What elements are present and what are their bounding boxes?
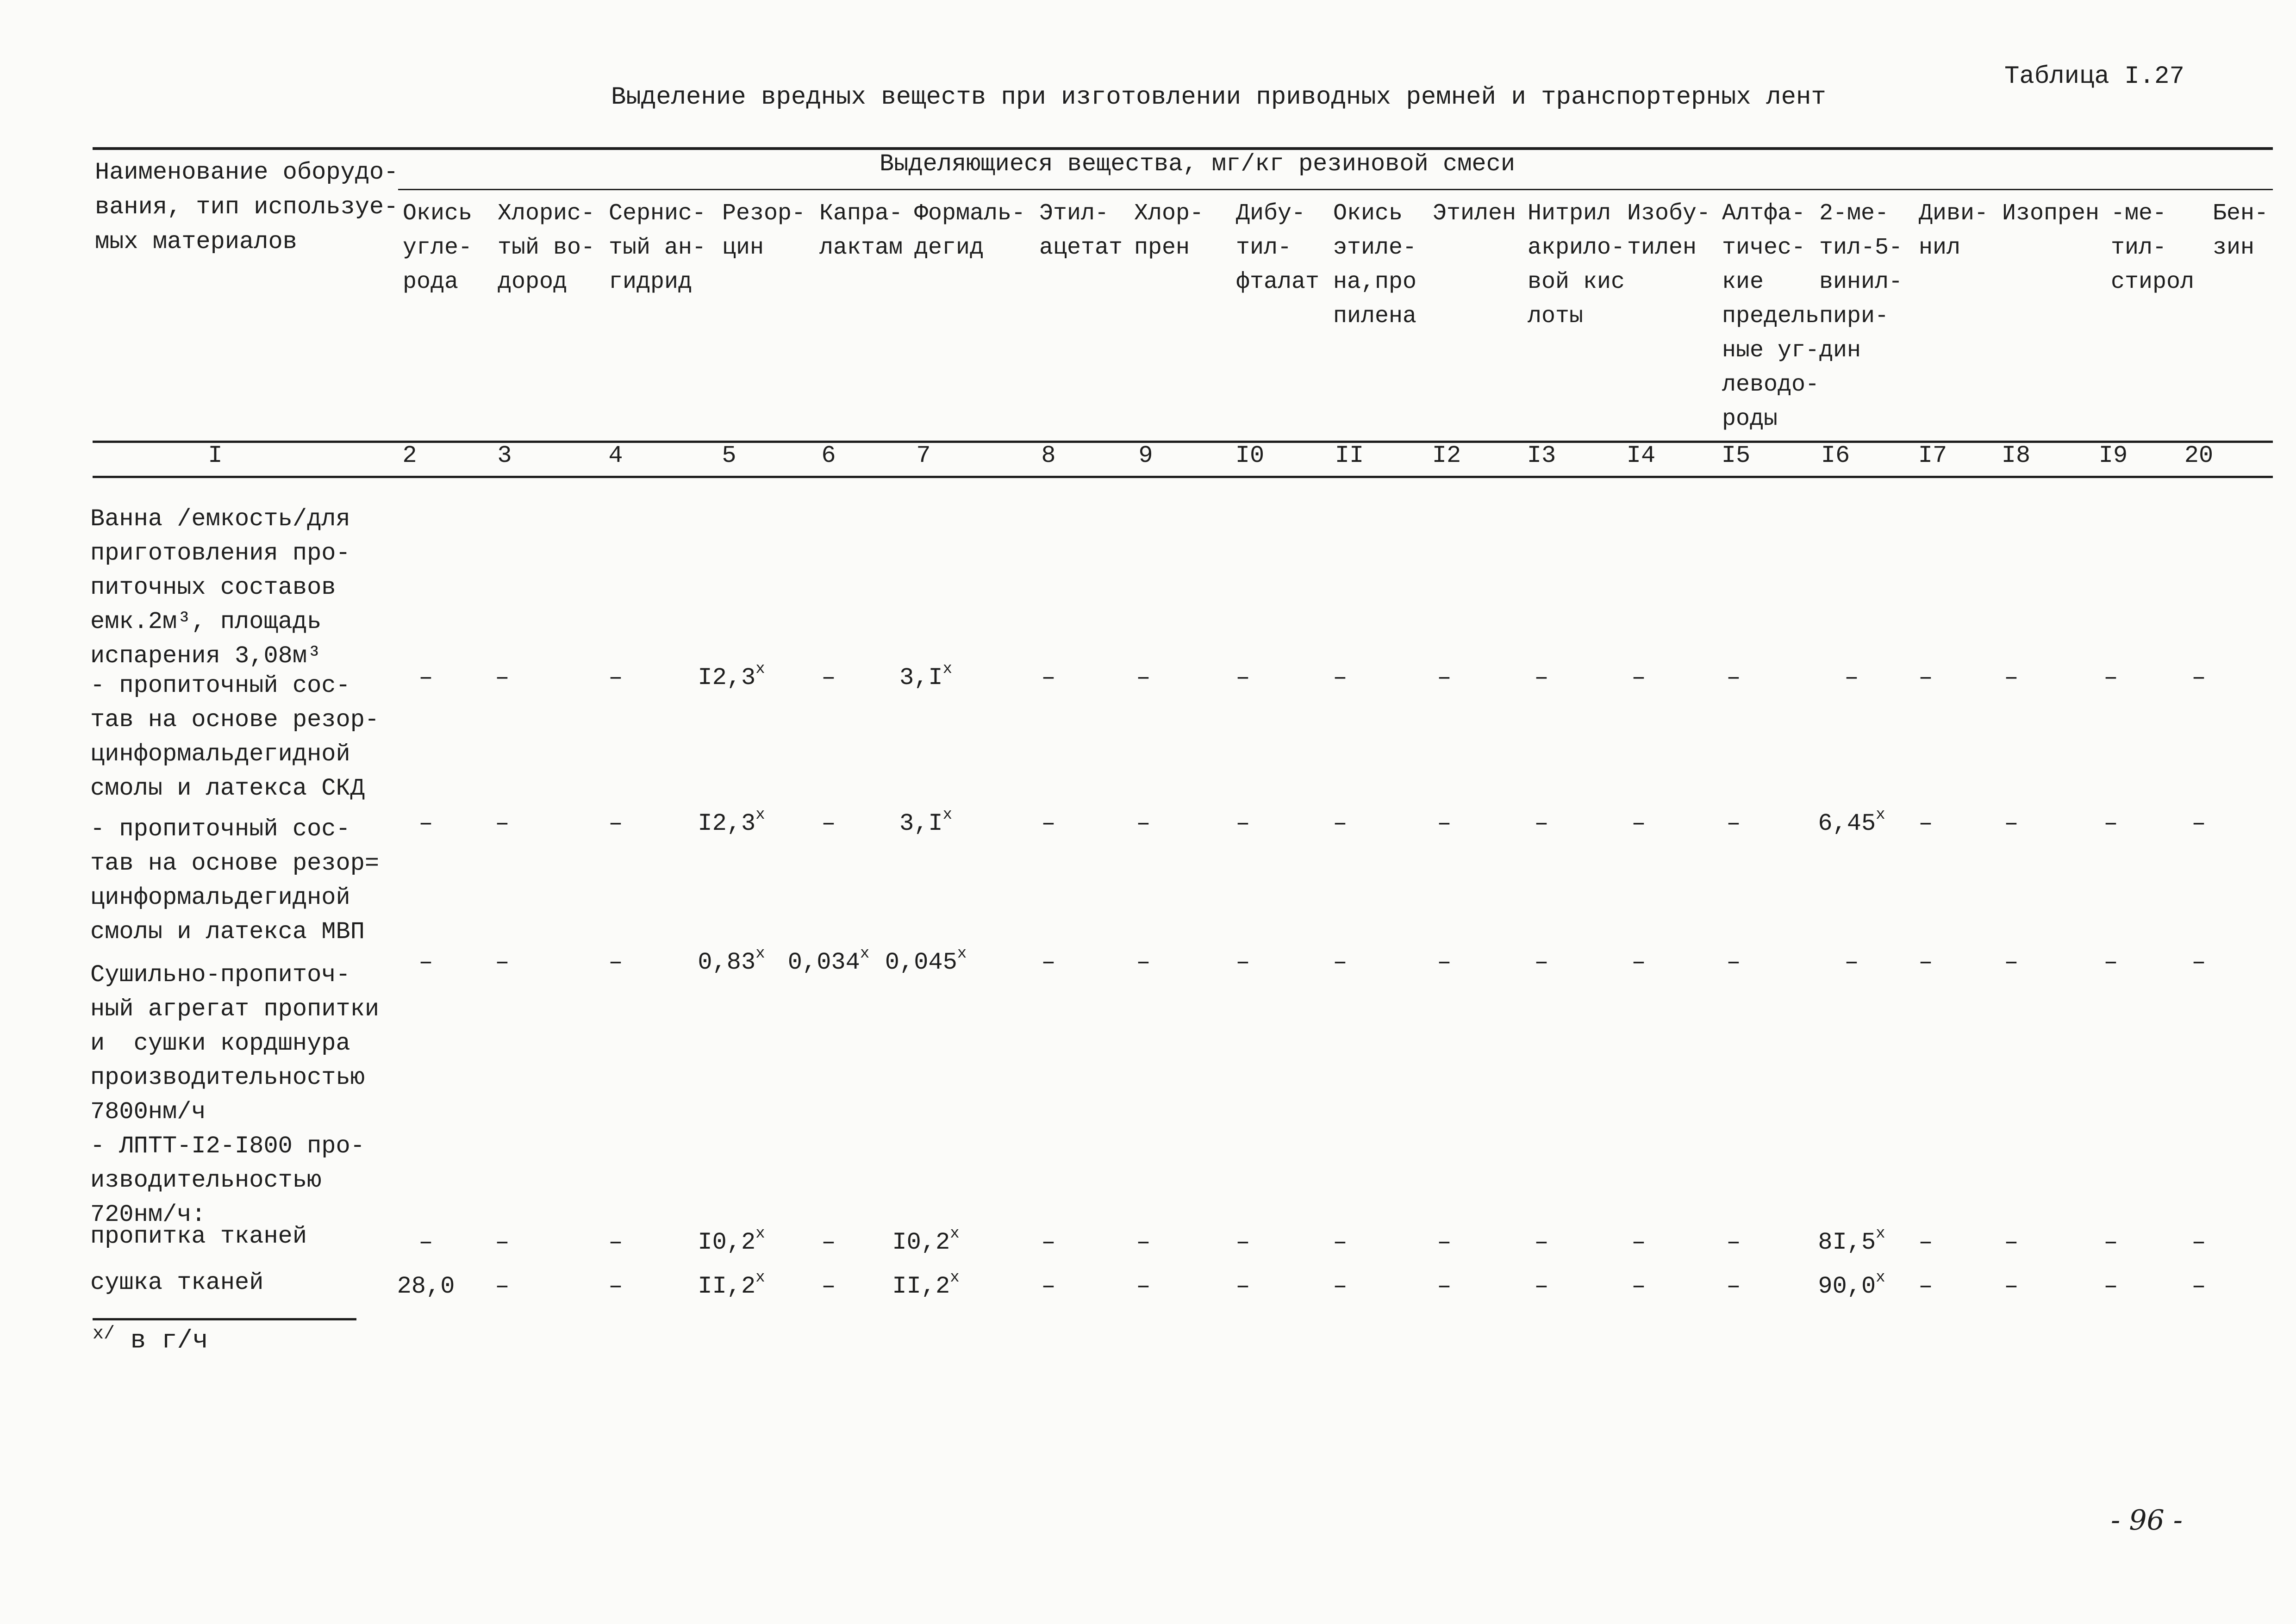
table-cell: – xyxy=(1844,664,1859,691)
table-cell: – xyxy=(495,1229,510,1256)
page-number: - 96 - xyxy=(2111,1504,2183,1537)
table-cell: – xyxy=(608,1273,623,1300)
column-header: Капра- лактам xyxy=(819,200,903,261)
column-header: Изобу- тилен xyxy=(1627,200,1711,261)
table-cell: – xyxy=(2191,1273,2206,1300)
table-cell: – xyxy=(2004,1229,2019,1256)
column-header: Резор- цин xyxy=(722,200,806,261)
table-cell: II,2$^x$ xyxy=(892,1269,960,1300)
table-cell: 90,0$^x$ xyxy=(1818,1269,1885,1300)
column-number: I4 xyxy=(1626,442,1656,469)
table-cell: – xyxy=(1726,664,1741,691)
table-cell: – xyxy=(418,949,433,976)
table-cell: – xyxy=(1726,1229,1741,1256)
table-cell: – xyxy=(1333,1229,1348,1256)
column-header: Хлор- прен xyxy=(1134,200,1204,261)
table-cell: – xyxy=(1631,810,1646,837)
table-cell: – xyxy=(418,810,433,837)
table-cell: – xyxy=(2004,664,2019,691)
row-label: Сушильно-пропиточ- ный агрегат пропитки и сушки кордшнура производительностью 7800нм/ч - ЛПТТ-I2-I800 про- изводительностью 720нм/ч: xyxy=(90,961,380,1228)
column-header: Этил- ацетат xyxy=(1039,200,1123,261)
column-header: Этилен xyxy=(1433,200,1516,227)
table-cell: – xyxy=(1235,1229,1250,1256)
table-cell: – xyxy=(1333,1273,1348,1300)
table-cell: II,2$^x$ xyxy=(698,1269,765,1300)
table-cell: – xyxy=(1631,1273,1646,1300)
column-number: I3 xyxy=(1527,442,1556,469)
table-cell: – xyxy=(2191,810,2206,837)
table-cell: – xyxy=(1918,1273,1933,1300)
table-cell: – xyxy=(1534,949,1549,976)
table-cell: – xyxy=(1041,810,1056,837)
table-cell: – xyxy=(1534,664,1549,691)
table-cell: – xyxy=(2103,1273,2118,1300)
row-label: пропитка тканей xyxy=(90,1223,307,1250)
table-cell: – xyxy=(1534,1229,1549,1256)
table-cell: – xyxy=(2103,1229,2118,1256)
footnote: $^{x/}$ в г/ч xyxy=(93,1324,208,1356)
column-header: Диви- нил xyxy=(1919,200,1989,261)
column-header: Формаль- дегид xyxy=(914,200,1026,261)
table-cell: – xyxy=(1333,810,1348,837)
table-cell: – xyxy=(821,1229,836,1256)
column-number: 9 xyxy=(1138,442,1153,469)
column-number: 5 xyxy=(722,442,736,469)
table-cell: I0,2$^x$ xyxy=(698,1225,765,1256)
table-cell: – xyxy=(821,810,836,837)
table-cell: – xyxy=(608,810,623,837)
column-numbers-rule xyxy=(93,476,2273,478)
table-top-rule xyxy=(93,147,2273,150)
table-cell: I0,2$^x$ xyxy=(892,1225,960,1256)
footnote-rule xyxy=(93,1318,356,1320)
table-cell: – xyxy=(1726,1273,1741,1300)
column-number: 2 xyxy=(402,442,417,469)
column-number: 7 xyxy=(916,442,931,469)
column-number: I0 xyxy=(1235,442,1265,469)
table-cell: – xyxy=(1844,949,1859,976)
column-header: -ме- тил- стирол xyxy=(2111,200,2195,295)
table-cell: – xyxy=(1136,1229,1151,1256)
table-cell: 8I,5$^x$ xyxy=(1818,1225,1885,1256)
table-cell: – xyxy=(2191,664,2206,691)
table-cell: I2,3$^x$ xyxy=(698,660,765,691)
column-number: 8 xyxy=(1041,442,1056,469)
table-cell: $3,I^x$ xyxy=(899,660,953,691)
table-cell: – xyxy=(821,664,836,691)
column-header: Бен- зин xyxy=(2213,200,2269,261)
row-label: сушка тканей xyxy=(90,1269,264,1296)
table-cell: 0,045$^x$ xyxy=(885,945,967,976)
table-cell: – xyxy=(1726,810,1741,837)
header-equipment: Наименование оборудо- вания, тип используе- мых материалов xyxy=(95,159,399,255)
subheader-rule xyxy=(398,189,2273,190)
table-cell: 28,0 xyxy=(397,1273,455,1300)
column-number: II xyxy=(1335,442,1364,469)
table-cell: – xyxy=(1136,1273,1151,1300)
table-cell: – xyxy=(495,810,510,837)
column-number: 4 xyxy=(608,442,623,469)
table-cell: – xyxy=(1437,1229,1452,1256)
table-cell: – xyxy=(1235,1273,1250,1300)
column-header: Сернис- тый ан- гидрид xyxy=(609,200,706,295)
table-cell: – xyxy=(2004,1273,2019,1300)
row-label: - пропиточный сос- тав на основе резор= цинформальдегидной смолы и латекса МВП xyxy=(90,815,380,946)
table-cell: – xyxy=(821,1273,836,1300)
table-cell: 6,45$^x$ xyxy=(1818,806,1885,837)
table-cell: – xyxy=(1041,1273,1056,1300)
column-header: Хлорис- тый во- дород xyxy=(498,200,595,295)
table-cell: – xyxy=(495,949,510,976)
table-cell: – xyxy=(1534,810,1549,837)
table-cell: – xyxy=(1437,949,1452,976)
column-number: I xyxy=(208,442,223,469)
table-cell: – xyxy=(1631,949,1646,976)
row-label: Ванна /емкость/для приготовления про- питочных составов емк.2м³, площадь испарения 3,08м³ xyxy=(90,505,350,670)
table-cell: – xyxy=(1136,664,1151,691)
column-header: Окись угле- рода xyxy=(403,200,473,295)
table-cell: – xyxy=(1235,810,1250,837)
table-cell: – xyxy=(1041,664,1056,691)
table-cell: – xyxy=(608,1229,623,1256)
table-cell: – xyxy=(1631,1229,1646,1256)
table-cell: – xyxy=(495,1273,510,1300)
column-number: 3 xyxy=(497,442,512,469)
table-cell: – xyxy=(2103,810,2118,837)
table-cell: – xyxy=(1333,949,1348,976)
table-cell: 0,83$^x$ xyxy=(698,945,765,976)
header-emitted-substances: Выделяющиеся вещества, мг/кг резиновой смеси xyxy=(880,150,1516,178)
table-number: Таблица I.27 xyxy=(2004,62,2184,91)
table-cell: – xyxy=(2191,949,2206,976)
table-cell: – xyxy=(1631,664,1646,691)
column-header: Окись этиле- на,про пилена xyxy=(1333,200,1417,330)
table-cell: – xyxy=(1726,949,1741,976)
column-header: Нитрил акрило- вой кис лоты xyxy=(1528,200,1625,330)
table-cell: – xyxy=(1918,1229,1933,1256)
table-cell: – xyxy=(1136,810,1151,837)
table-title: Выделение вредных веществ при изготовлении приводных ремней и транспортерных лент xyxy=(611,83,1826,112)
table-cell: – xyxy=(1437,810,1452,837)
column-number: 20 xyxy=(2184,442,2214,469)
column-header: 2-ме- тил-5- винил- пири- дин xyxy=(1819,200,1903,364)
table-cell: – xyxy=(1041,1229,1056,1256)
table-cell: – xyxy=(1918,810,1933,837)
table-cell: – xyxy=(1534,1273,1549,1300)
table-cell: 0,034$^x$ xyxy=(787,945,870,976)
table-cell: – xyxy=(608,949,623,976)
table-cell: – xyxy=(418,1229,433,1256)
table-cell: – xyxy=(608,664,623,691)
table-cell: – xyxy=(1235,949,1250,976)
table-cell: – xyxy=(1437,664,1452,691)
table-cell: – xyxy=(495,664,510,691)
column-number: I9 xyxy=(2098,442,2128,469)
table-cell: – xyxy=(418,664,433,691)
column-number: I7 xyxy=(1918,442,1947,469)
column-number: 6 xyxy=(821,442,836,469)
table-cell: $3,I^x$ xyxy=(899,806,953,837)
table-cell: – xyxy=(1333,664,1348,691)
table-cell: – xyxy=(2004,949,2019,976)
row-label: - пропиточный сос- тав на основе резор- цинформальдегидной смолы и латекса СКД xyxy=(90,672,380,802)
table-cell: – xyxy=(1041,949,1056,976)
table-cell: – xyxy=(2103,949,2118,976)
table-cell: – xyxy=(1437,1273,1452,1300)
column-header: Дибу- тил- фталат xyxy=(1236,200,1320,295)
table-cell: – xyxy=(2191,1229,2206,1256)
column-number: I2 xyxy=(1432,442,1461,469)
table-cell: – xyxy=(1918,664,1933,691)
table-cell: – xyxy=(2004,810,2019,837)
column-number: I8 xyxy=(2001,442,2031,469)
column-number: I6 xyxy=(1821,442,1850,469)
table-cell: I2,3$^x$ xyxy=(698,806,765,837)
column-number: I5 xyxy=(1721,442,1751,469)
column-header: Алтфа- тичес- кие предель ные уг- леводо- роды xyxy=(1722,200,1820,432)
table-cell: – xyxy=(2103,664,2118,691)
column-header: Изопрен xyxy=(2002,200,2100,227)
table-cell: – xyxy=(1918,949,1933,976)
table-cell: – xyxy=(1136,949,1151,976)
table-cell: – xyxy=(1235,664,1250,691)
